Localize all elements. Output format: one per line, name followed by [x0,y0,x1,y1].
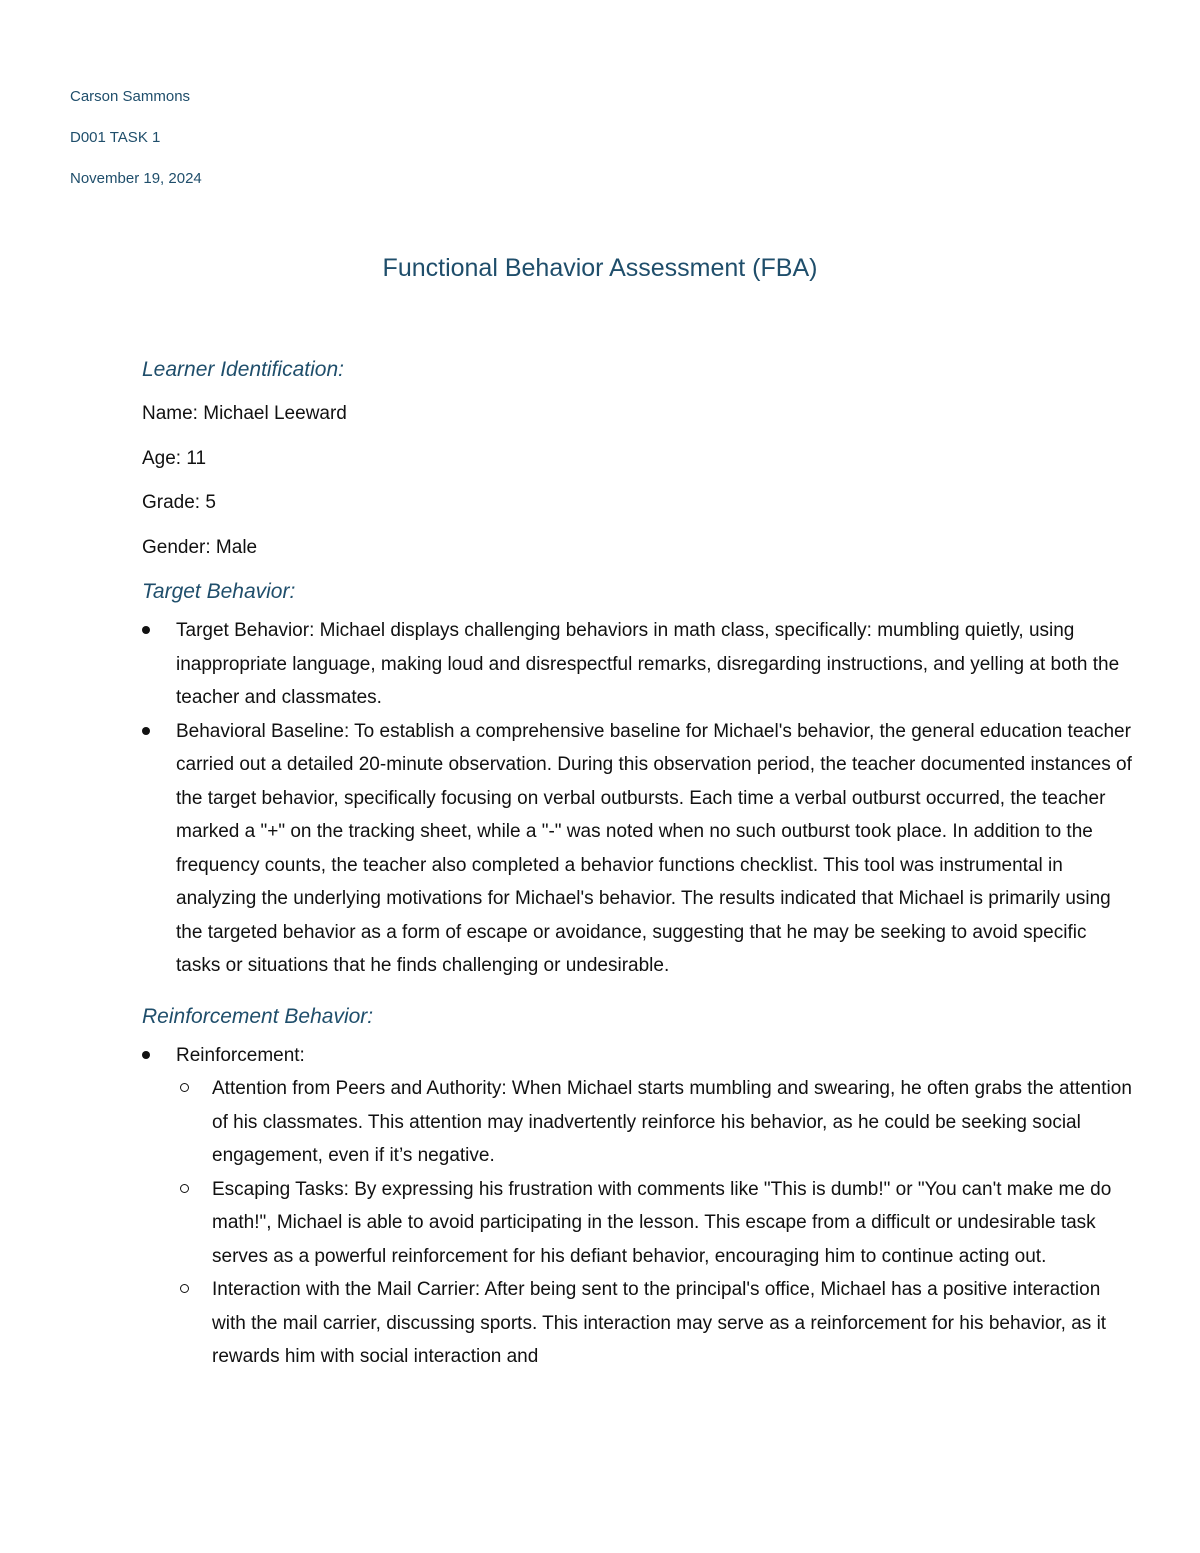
circle-bullet-icon [180,1184,189,1193]
target-behavior-heading: Target Behavior: [142,580,296,603]
list-item [142,1273,1132,1374]
bullet-icon [142,1051,150,1059]
learner-name: Name: Michael Leeward [142,403,347,424]
learner-grade: Grade: 5 [142,492,216,513]
bullet-icon [142,626,150,634]
reinforcement-sub-list [142,1072,1132,1374]
learner-age: Age: 11 [142,448,207,469]
behavioral-baseline-text: Behavioral Baseline: To establish a comprehensive baseline for Michael's behavior, the general education teacher carried out a detailed 20-minute observation. During this observation period, the teacher documented instances of the target behavior, specifically focusing on verbal outbursts. Each time a verbal outburst occurred, the teacher marked a "+" on the tracking sheet, while a "-" was noted when no such outburst took place. In addition to the frequency counts, the teacher also completed a behavior functions checklist. This tool was instrumental in analyzing the underlying motivations for Michael's behavior. The results indicated that Michael is primarily using the targeted behavior as a form of escape or avoidance, suggesting that he may be seeking to avoid specific tasks or situations that he finds challenging or undesirable. [176,720,1132,976]
author-name: Carson Sammons [70,88,191,105]
target-behavior-list [142,614,1132,983]
reinforcement-behavior-heading: Reinforcement Behavior: [142,1004,374,1028]
list-item [142,614,1132,715]
list-item [142,1072,1132,1173]
reinforcement-label: Reinforcement: [176,1044,305,1066]
document-title: Functional Behavior Assessment (FBA) [382,254,818,282]
circle-bullet-icon [180,1083,189,1092]
list-item [142,1173,1132,1274]
document-body [142,354,1132,1374]
course-code: D001 TASK 1 [70,129,161,146]
circle-bullet-icon [180,1284,189,1293]
target-behavior-text: Target Behavior: Michael displays challenging behaviors in math class, specifically: mumbling quietly, using inappropriate language, making loud and disrespectful remarks, disregarding instructions, and yelling at both the teacher and classmates. [176,620,1120,708]
attention-text: Attention from Peers and Authority: When Michael starts mumbling and swearing, he often grabs the attention of his classmates. This attention may inadvertently reinforce his behavior, as he could be seeking social engagement, even if it’s negative. [212,1078,1132,1166]
learner-identification-heading: Learner Identification: [142,358,344,381]
list-item [142,715,1132,983]
list-item [142,1039,1132,1073]
bullet-icon [142,727,150,735]
learner-gender: Gender: Male [142,537,258,558]
reinforcement-list [142,1039,1132,1073]
escaping-tasks-text: Escaping Tasks: By expressing his frustration with comments like "This is dumb!" or "You can't make me do math!", Michael is able to avoid participating in the lesson. This escape from a difficult or undesirable task serves as a powerful reinforcement for his defiant behavior, encouraging him to continue acting out. [212,1178,1112,1267]
document-date: November 19, 2024 [70,170,202,187]
mail-carrier-text: Interaction with the Mail Carrier: After being sent to the principal's office, Michael has a positive interaction with the mail carrier, discussing sports. This interaction may serve as a reinforcement for his behavior, as it rewards him with social interaction and [212,1279,1107,1367]
